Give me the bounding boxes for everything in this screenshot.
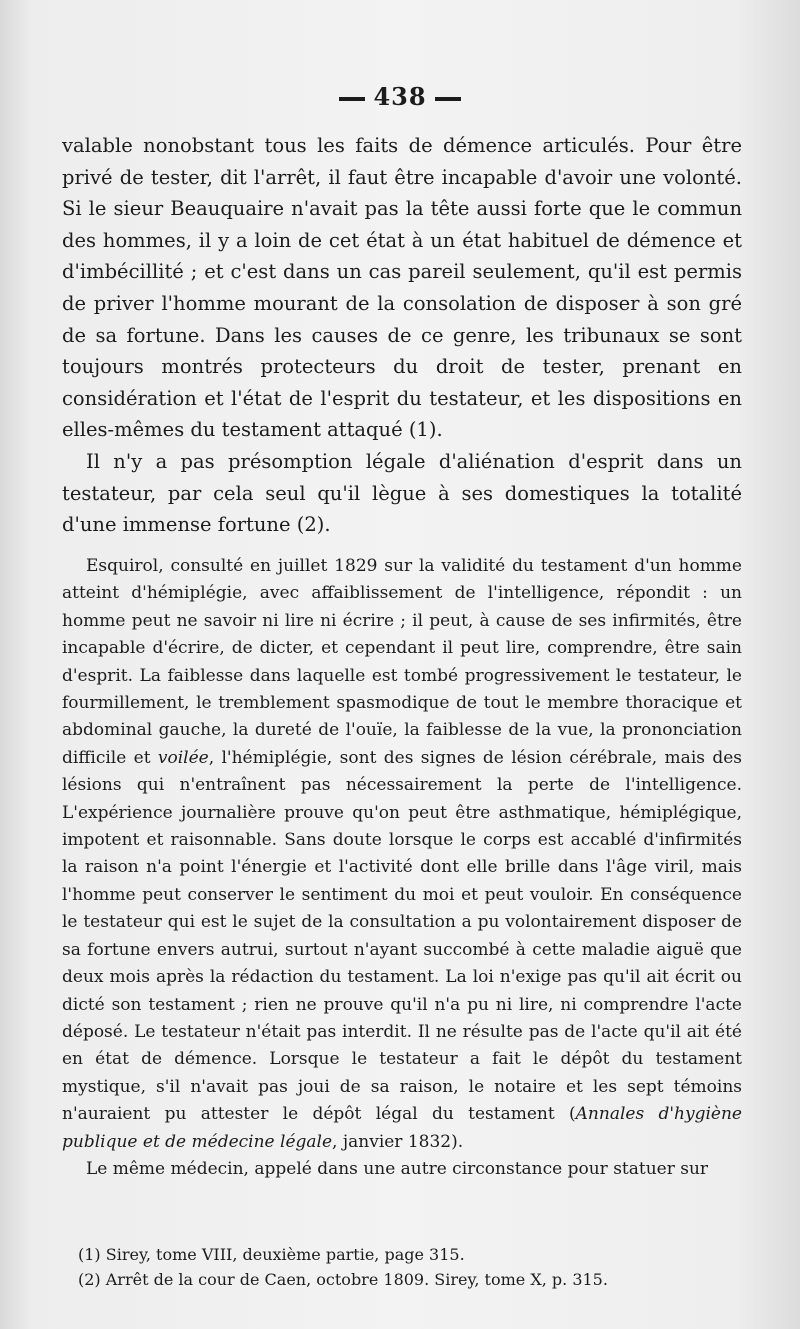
footnote-2: (2) Arrêt de la cour de Caen, octobre 1809. Sirey, tome X, p. 315.: [78, 1270, 608, 1289]
header-dash-left: [339, 97, 365, 101]
esquirol-text-part-2: , l'hémiplégie, sont des signes de lésion cérébrale, mais des lésions qui n'entraînent pas nécessairement la perte de l'intelligence. L'expérience journalière prouve qu'on peut être asthmatique, hémiplégique, impotent et raisonnable. Sans doute lorsque le corps est accablé d'infirmités la raison n'a point l'énergie et l'activité dont elle brille dans l'âge viril, mais l'homme peut conserver le sentiment du moi et peut vouloir. En conséquence le testateur qui est le sujet de la consultation a pu volontairement disposer de sa fortune envers autrui, surtout n'ayant succombé à cette maladie aiguë que deux mois après la rédaction du testament. La loi n'exige pas qu'il ait écrit ou dicté son testament ; rien ne prouve qu'il n'a pu ni lire, ni comprendre l'acte déposé. Le testateur n'était pas interdit. Il ne résulte pas de l'acte qu'il ait été en état de démence. Lorsque le testateur a fait le dépôt du testament mystique, s'il n'avait pas joui de sa raison, le notaire et les sept témoins n'auraient pu attester le dépôt légal du testament (: [62, 747, 742, 1125]
esquirol-text-part-1: Esquirol, consulté en juillet 1829 sur la validité du testament d'un homme atteint d'hémiplégie, avec affaiblissement de l'intelligence, répondit : un homme peut ne savoir ni lire ni écrire ; il peut, à cause de ses infirmités, être incapable d'écrire, de dicter, et cependant il peut lire, comprendre, être sain d'esprit. La faiblesse dans laquelle est tombé progressivement le testateur, le fourmillement, le tremblement spasmodique de tout le membre thoracique et abdominal gauche, la dureté de l'ouïe, la faiblesse de la vue, la prononciation difficile et: [62, 556, 742, 768]
esquirol-italic-voilee: voilée: [157, 747, 209, 768]
header-dash-right: [435, 97, 461, 101]
paragraph-meme-medecin: Le même médecin, appelé dans une autre circonstance pour statuer sur: [86, 1158, 709, 1179]
esquirol-text: [62, 553, 742, 1183]
paragraph-esquirol: [62, 553, 742, 1156]
esquirol-italic-annales: Annales d'hygiène publique et de médecine légale: [62, 1104, 742, 1152]
paragraph-presumption: Il n'y a pas présomption légale d'aliénation d'esprit dans un testateur, par cela seul qu'il lègue à ses domestiques la totalité d'une immense fortune (2).: [62, 449, 742, 537]
paragraph-continuation: valable nonobstant tous les faits de démence articulés. Pour être privé de tester, dit l'arrêt, il faut être incapable d'avoir une volonté. Si le sieur Beauquaire n'avait pas la tête aussi forte que le commun des hommes, il y a loin de cet état à un état habituel de démence et d'imbécillité ; et c'est dans un cas pareil seulement, qu'il est permis de priver l'homme mourant de la consolation de disposer à son gré de sa fortune. Dans les causes de ce genre, les tribunaux se sont toujours montrés protecteurs du droit de tester, prenant en considération et l'état de l'esprit du testateur, et les dispositions en elles-mêmes du testament attaqué (1).: [62, 134, 742, 442]
main-text: [62, 130, 742, 541]
footnotes: [78, 1242, 738, 1292]
page-header: [0, 82, 800, 111]
footnote-1: (1) Sirey, tome VIII, deuxième partie, page 315.: [78, 1245, 465, 1264]
page-number: 438: [373, 82, 427, 111]
esquirol-text-part-3: , janvier 1832).: [332, 1131, 464, 1152]
